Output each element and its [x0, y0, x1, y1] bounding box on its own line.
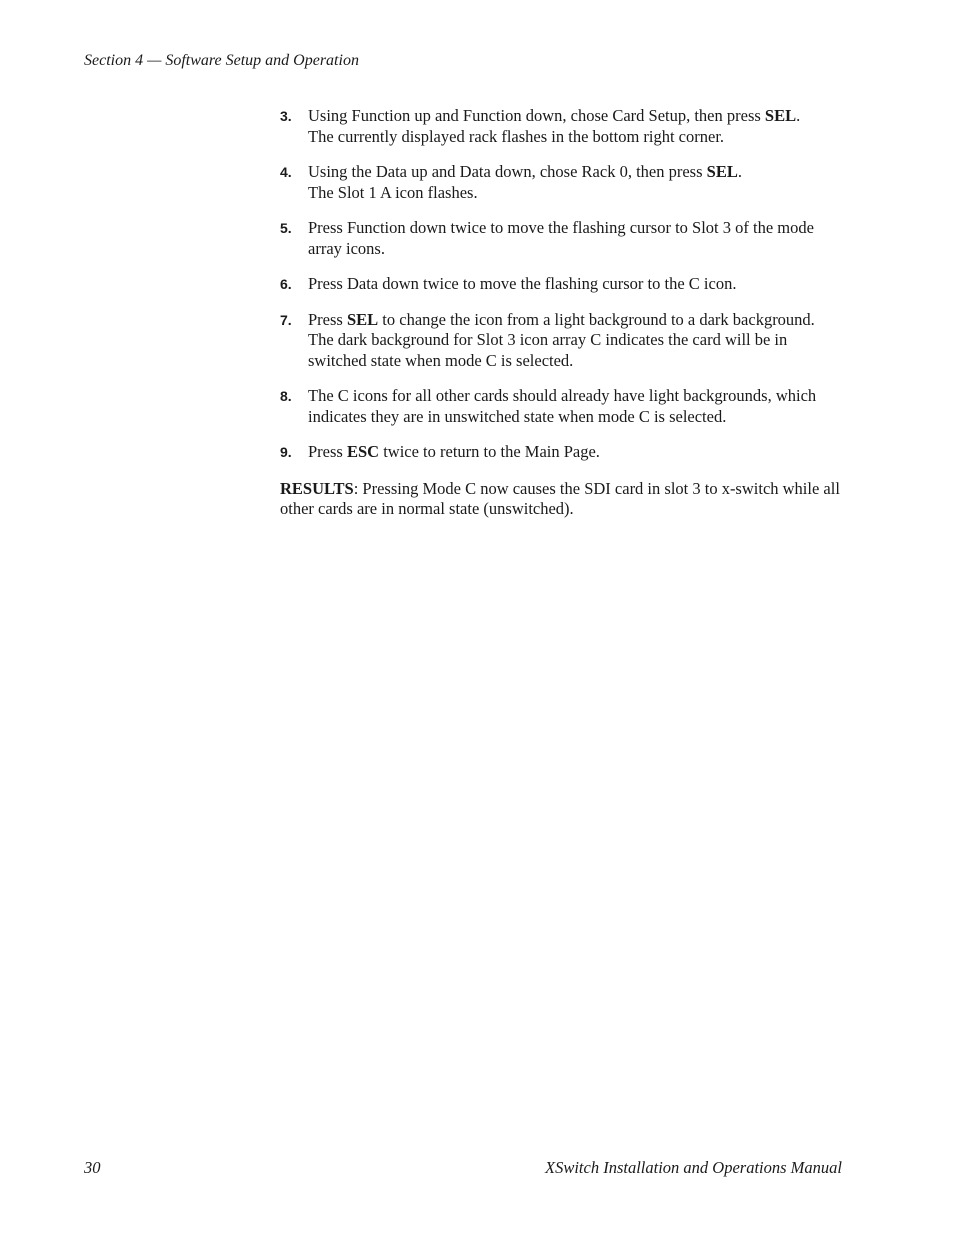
- step-instruction: The C icons for all other cards should already have light backgrounds, which indicates they are in unswitched state when mode C is selected.: [308, 386, 817, 426]
- results-label: RESULTS: [280, 478, 354, 498]
- step-result: The dark background for Slot 3 icon array C indicates the card will be in switched state when mode C is selected.: [308, 330, 788, 370]
- step-text: Using Function up and Function down, chose Card Setup, then press: [308, 106, 765, 125]
- step-instruction: [308, 442, 842, 463]
- step-number: 5.: [280, 220, 292, 236]
- manual-title: XSwitch Installation and Operations Manual: [545, 1158, 842, 1177]
- step-text: .: [796, 106, 801, 125]
- step-number: 4.: [280, 164, 292, 180]
- results-text: : Pressing Mode C now causes the SDI card in slot 3 to x-switch while all other cards are in normal state (unswitched).: [280, 478, 840, 518]
- step-text: to change the icon from a light background to a dark background.: [378, 309, 815, 329]
- results-paragraph: [280, 479, 842, 520]
- step-text: Press: [308, 442, 347, 461]
- page-content: [280, 106, 842, 536]
- step-text: Press: [308, 309, 347, 329]
- running-header: Section 4 — Software Setup and Operation: [84, 52, 359, 69]
- step-instruction: [308, 162, 842, 183]
- step-number: 6.: [280, 276, 292, 292]
- step-5: [280, 218, 842, 259]
- step-result: The Slot 1 A icon flashes.: [308, 182, 478, 202]
- step-text: twice to return to the Main Page.: [379, 442, 600, 461]
- page-number: 30: [84, 1158, 101, 1177]
- key-name: SEL: [346, 309, 379, 329]
- step-number: 3.: [280, 108, 292, 124]
- step-8: [280, 386, 842, 427]
- step-number: 9.: [280, 444, 292, 460]
- step-3: [280, 106, 842, 147]
- step-number: 7.: [280, 311, 292, 328]
- step-instruction: Press Data down twice to move the flashing cursor to the C icon.: [308, 274, 737, 293]
- step-instruction: [308, 106, 842, 127]
- step-instruction: Press Function down twice to move the flashing cursor to Slot 3 of the mode array icons.: [308, 218, 814, 258]
- step-9: [280, 442, 842, 463]
- key-name: SEL: [764, 106, 797, 125]
- key-name: SEL: [706, 162, 738, 181]
- step-result: The currently displayed rack flashes in the bottom right corner.: [308, 126, 725, 146]
- step-4: [280, 162, 842, 203]
- step-7: [280, 310, 842, 372]
- step-6: [280, 274, 842, 295]
- key-name: ESC: [346, 442, 380, 461]
- step-text: Using the Data up and Data down, chose Rack 0, then press: [308, 162, 707, 181]
- step-instruction: [308, 310, 842, 331]
- step-number: 8.: [280, 388, 292, 404]
- step-text: .: [737, 162, 742, 181]
